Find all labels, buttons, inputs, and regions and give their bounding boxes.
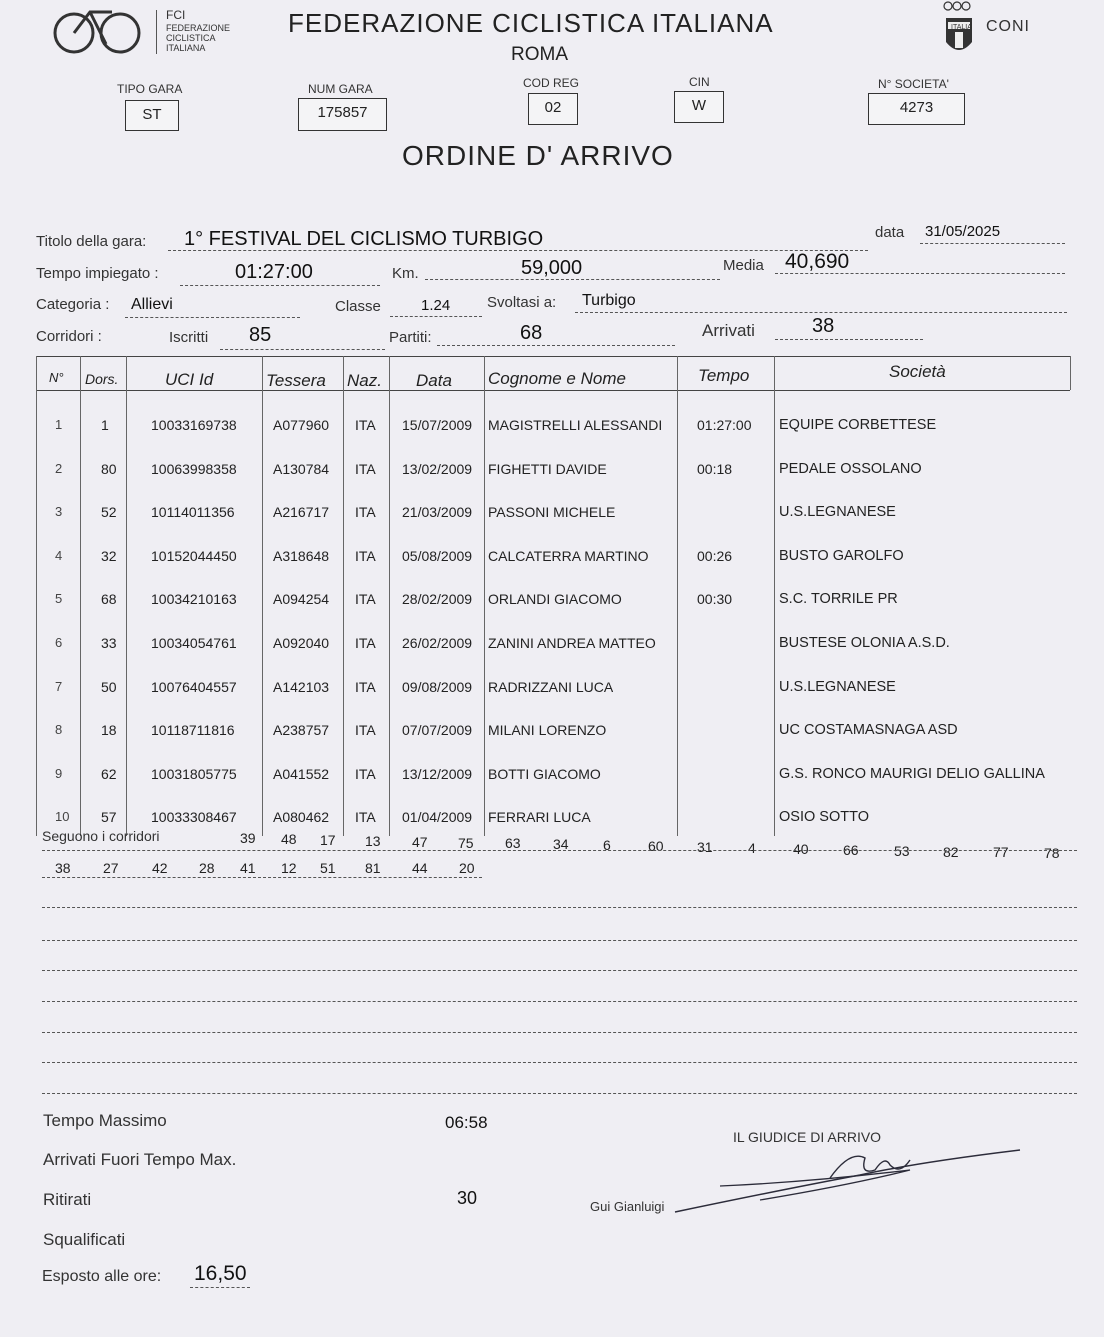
squalificati-label: Squalificati: [43, 1230, 126, 1249]
row-nazione: ITA: [355, 679, 376, 695]
categoria-dotline: [125, 317, 300, 318]
seguono-rider-number: 38: [55, 860, 71, 876]
row-societa: G.S. RONCO MAURIGI DELIO GALLINA: [779, 766, 1045, 782]
seguono-label: Seguono i corridori: [42, 828, 160, 844]
col-divider: [126, 356, 127, 836]
data-value: 31/05/2025: [925, 223, 1001, 240]
iscritti-label: Iscritti: [169, 329, 209, 346]
row-data: 15/07/2009: [402, 417, 473, 433]
categoria-value: Allievi: [131, 296, 173, 313]
blank-dotline: [42, 970, 1077, 971]
row-uci-id: 10152044450: [151, 548, 237, 564]
tempo-massimo-label: Tempo Massimo: [43, 1111, 167, 1130]
seguono-rider-number: 53: [894, 842, 910, 859]
cin-label: CIN: [689, 75, 710, 89]
km-value: 59,000: [521, 257, 583, 279]
header-nazione: Naz.: [347, 371, 382, 390]
esposto-label: Esposto alle ore:: [42, 1268, 162, 1285]
federation-city: ROMA: [511, 44, 568, 65]
row-data: 28/02/2009: [402, 591, 473, 607]
seguono-rider-number: 51: [320, 860, 336, 876]
header-societa: Società: [889, 362, 946, 381]
row-uci-id: 10033308467: [151, 809, 237, 825]
row-data: 13/12/2009: [402, 766, 473, 782]
arrivati-label: Arrivati: [702, 321, 755, 340]
row-number: 2: [55, 461, 63, 476]
ritirati-label: Ritirati: [43, 1190, 92, 1209]
header-n: N°: [49, 370, 64, 385]
iscritti-dotline: [220, 349, 385, 350]
seguono-rider-number: 66: [843, 841, 859, 858]
svoltasi-dotline: [575, 312, 1067, 313]
signature-icon: [660, 1140, 1030, 1220]
row-dorsale: 33: [101, 635, 117, 651]
km-dotline: [425, 279, 720, 280]
coni-shield-text: ITALIA: [951, 24, 972, 31]
blank-dotline: [42, 907, 1077, 908]
federation-title: FEDERAZIONE CICLISTICA ITALIANA: [288, 8, 774, 38]
svoltasi-label: Svoltasi a:: [487, 294, 557, 311]
col-divider: [262, 356, 263, 836]
col-divider: [484, 356, 485, 836]
partiti-label: Partiti:: [389, 329, 432, 346]
row-dorsale: 18: [101, 722, 117, 738]
seguono-rider-number: 39: [240, 830, 256, 846]
num-gara-box: 175857: [298, 98, 387, 131]
row-tessera: A080462: [273, 809, 330, 825]
categoria-label: Categoria :: [36, 296, 110, 313]
iscritti-value: 85: [249, 324, 272, 346]
header-cognome-nome: Cognome e Nome: [488, 369, 626, 388]
row-societa: BUSTO GAROLFO: [779, 548, 904, 564]
seguono-rider-number: 20: [459, 860, 475, 876]
seguono-rider-number: 12: [281, 860, 297, 876]
tempo-impiegato-label: Tempo impiegato :: [36, 265, 159, 282]
societa-box: 4273: [868, 93, 965, 125]
row-societa: U.S.LEGNANESE: [779, 504, 896, 520]
row-uci-id: 10034054761: [151, 635, 237, 651]
corridori-label: Corridori :: [36, 328, 102, 345]
row-nazione: ITA: [355, 591, 376, 607]
row-tessera: A238757: [273, 722, 330, 738]
row-societa: U.S.LEGNANESE: [779, 679, 896, 695]
row-nome: MAGISTRELLI ALESSANDI: [488, 417, 663, 433]
seguono-rider-number: 81: [365, 860, 381, 876]
header-dorsale: Dors.: [85, 371, 119, 387]
header-tempo: Tempo: [698, 366, 750, 385]
seguono-rider-number: 77: [993, 844, 1009, 861]
row-nome: RADRIZZANI LUCA: [488, 679, 614, 695]
arrivati-dotline: [775, 339, 923, 340]
row-data: 13/02/2009: [402, 461, 473, 477]
row-nome: BOTTI GIACOMO: [488, 766, 601, 782]
row-nazione: ITA: [355, 635, 376, 651]
header-data: Data: [416, 371, 452, 390]
seguono-rider-number: 28: [199, 860, 215, 876]
tempo-impiegato-value: 01:27:00: [235, 261, 313, 283]
row-societa: BUSTESE OLONIA A.S.D.: [779, 635, 950, 651]
esposto-value: 16,50: [194, 1262, 247, 1285]
row-nome: ORLANDI GIACOMO: [488, 591, 622, 607]
row-nome: MILANI LORENZO: [488, 722, 607, 738]
row-number: 5: [55, 591, 63, 606]
seguono-rider-number: 63: [505, 835, 521, 852]
row-tessera: A094254: [273, 591, 330, 607]
row-data: 07/07/2009: [402, 722, 473, 738]
row-nome: ZANINI ANDREA MATTEO: [488, 635, 656, 651]
row-nazione: ITA: [355, 809, 376, 825]
data-label: data: [875, 224, 905, 241]
cin-box: W: [674, 91, 724, 123]
coni-text: CONI: [986, 18, 1030, 35]
row-data: 21/03/2009: [402, 504, 473, 520]
seguono-rider-number: 17: [320, 831, 336, 848]
media-label: Media: [723, 257, 764, 274]
row-number: 10: [55, 809, 70, 824]
row-data: 01/04/2009: [402, 809, 473, 825]
tipo-gara-box: ST: [125, 100, 179, 131]
row-tessera: A318648: [273, 548, 330, 564]
seguono-rider-number: 78: [1044, 845, 1060, 862]
seguono-rider-number: 48: [281, 830, 297, 847]
row-data: 26/02/2009: [402, 635, 473, 651]
row-tessera: A130784: [273, 461, 330, 477]
row-number: 1: [55, 417, 63, 432]
seguono-rider-number: 6: [603, 837, 611, 854]
giudice-name: Gui Gianluigi: [590, 1199, 665, 1214]
row-dorsale: 80: [101, 461, 117, 477]
row-nazione: ITA: [355, 548, 376, 564]
fci-logo-icon: [50, 6, 145, 56]
seguono-rider-number: 40: [793, 840, 809, 857]
titolo-label: Titolo della gara:: [36, 233, 147, 250]
row-dorsale: 1: [101, 417, 109, 433]
row-societa: OSIO SOTTO: [779, 809, 869, 825]
row-uci-id: 10114011356: [151, 504, 235, 520]
row-number: 3: [55, 504, 63, 519]
societa-label: N° SOCIETA': [878, 77, 949, 91]
row-nome: CALCATERRA MARTINO: [488, 548, 649, 564]
seguono-rider-number: 75: [458, 834, 474, 851]
row-number: 8: [55, 722, 63, 737]
table-top-border: [36, 356, 1070, 357]
cod-reg-box: 02: [528, 93, 578, 125]
ritirati-value: 30: [457, 1188, 478, 1208]
tempo-dotline: [180, 285, 380, 286]
seguono-dotline: [42, 877, 482, 878]
seguono-rider-number: 27: [103, 860, 119, 876]
fci-logo-text: FCI FEDERAZIONE CICLISTICA ITALIANA: [166, 8, 231, 53]
row-societa: UC COSTAMASNAGA ASD: [779, 722, 958, 738]
classe-label: Classe: [335, 298, 381, 315]
row-uci-id: 10118711816: [151, 722, 235, 738]
col-divider: [389, 356, 390, 836]
row-number: 9: [55, 766, 63, 781]
seguono-rider-number: 31: [697, 839, 713, 855]
row-societa: S.C. TORRILE PR: [779, 591, 898, 607]
partiti-value: 68: [520, 322, 543, 344]
row-nazione: ITA: [355, 417, 376, 433]
row-nome: FIGHETTI DAVIDE: [488, 461, 607, 477]
tempo-massimo-value: 06:58: [445, 1113, 488, 1132]
row-uci-id: 10076404557: [151, 679, 237, 695]
num-gara-label: NUM GARA: [308, 82, 373, 96]
tipo-gara-label: TIPO GARA: [117, 82, 183, 96]
titolo-dotline: [168, 250, 868, 251]
blank-dotline: [42, 1001, 1077, 1002]
seguono-dotline: [42, 850, 1077, 851]
col-divider: [774, 356, 775, 836]
esposto-dotline: [190, 1287, 250, 1288]
row-societa: PEDALE OSSOLANO: [779, 461, 922, 477]
row-tempo: 00:30: [697, 591, 733, 607]
row-dorsale: 52: [101, 504, 117, 520]
document-title: ORDINE D' ARRIVO: [402, 140, 674, 171]
row-data: 09/08/2009: [402, 679, 473, 695]
col-divider: [80, 356, 81, 836]
titolo-value: 1° FESTIVAL DEL CICLISMO TURBIGO: [184, 228, 544, 250]
seguono-rider-number: 47: [412, 833, 428, 850]
seguono-rider-number: 60: [648, 838, 664, 855]
blank-dotline: [42, 1093, 1077, 1094]
blank-dotline: [42, 1032, 1077, 1033]
row-uci-id: 10034210163: [151, 591, 237, 607]
row-nazione: ITA: [355, 722, 376, 738]
row-dorsale: 50: [101, 679, 117, 695]
seguono-rider-number: 44: [412, 860, 428, 876]
row-dorsale: 32: [101, 548, 117, 564]
media-dotline: [775, 273, 1065, 274]
cod-reg-label: COD REG: [523, 76, 580, 90]
row-dorsale: 68: [101, 591, 117, 607]
header-tessera: Tessera: [266, 371, 326, 390]
classe-dotline: [390, 316, 482, 317]
partiti-dotline: [437, 345, 675, 346]
row-tempo: 00:18: [697, 461, 733, 477]
giudice-label: IL GIUDICE DI ARRIVO: [733, 1129, 882, 1145]
row-tessera: A077960: [273, 417, 330, 433]
row-nazione: ITA: [355, 461, 376, 477]
row-nome: FERRARI LUCA: [488, 809, 591, 825]
classe-value: 1.24: [421, 297, 451, 314]
row-uci-id: 10033169738: [151, 417, 237, 433]
row-uci-id: 10063998358: [151, 461, 237, 477]
seguono-rider-number: 41: [240, 860, 256, 876]
media-value: 40,690: [785, 250, 850, 273]
arrivati-value: 38: [812, 315, 835, 337]
row-nazione: ITA: [355, 504, 376, 520]
row-number: 7: [55, 679, 63, 694]
row-tessera: A092040: [273, 635, 330, 651]
seguono-rider-number: 34: [553, 836, 569, 853]
seguono-rider-number: 82: [943, 843, 959, 860]
seguono-rider-number: 42: [152, 860, 168, 876]
col-divider: [343, 356, 344, 836]
row-tempo: 01:27:00: [697, 417, 752, 433]
row-uci-id: 10031805775: [151, 766, 237, 782]
blank-dotline: [42, 1062, 1077, 1063]
table-right-border: [1070, 356, 1071, 390]
seguono-rider-number: 4: [748, 839, 756, 856]
seguono-rider-number: 13: [365, 832, 381, 849]
fuori-tempo-label: Arrivati Fuori Tempo Max.: [43, 1150, 237, 1169]
col-divider: [677, 356, 678, 836]
row-data: 05/08/2009: [402, 548, 473, 564]
table-left-border: [36, 356, 37, 836]
row-tessera: A216717: [273, 504, 330, 520]
table-header-border: [36, 390, 1070, 391]
row-number: 6: [55, 635, 63, 650]
header-uci-id: UCI Id: [165, 370, 214, 389]
logo-divider: [156, 10, 157, 54]
row-societa: EQUIPE CORBETTESE: [779, 417, 937, 433]
row-tessera: A142103: [273, 679, 330, 695]
row-tessera: A041552: [273, 766, 330, 782]
row-tempo: 00:26: [697, 548, 733, 564]
svoltasi-value: Turbigo: [582, 292, 636, 309]
row-nazione: ITA: [355, 766, 376, 782]
row-dorsale: 62: [101, 766, 117, 782]
blank-dotline: [42, 940, 1077, 941]
row-number: 4: [55, 548, 63, 563]
row-dorsale: 57: [101, 809, 117, 825]
row-nome: PASSONI MICHELE: [488, 504, 616, 520]
data-dotline: [920, 243, 1065, 244]
km-label: Km.: [392, 265, 419, 282]
